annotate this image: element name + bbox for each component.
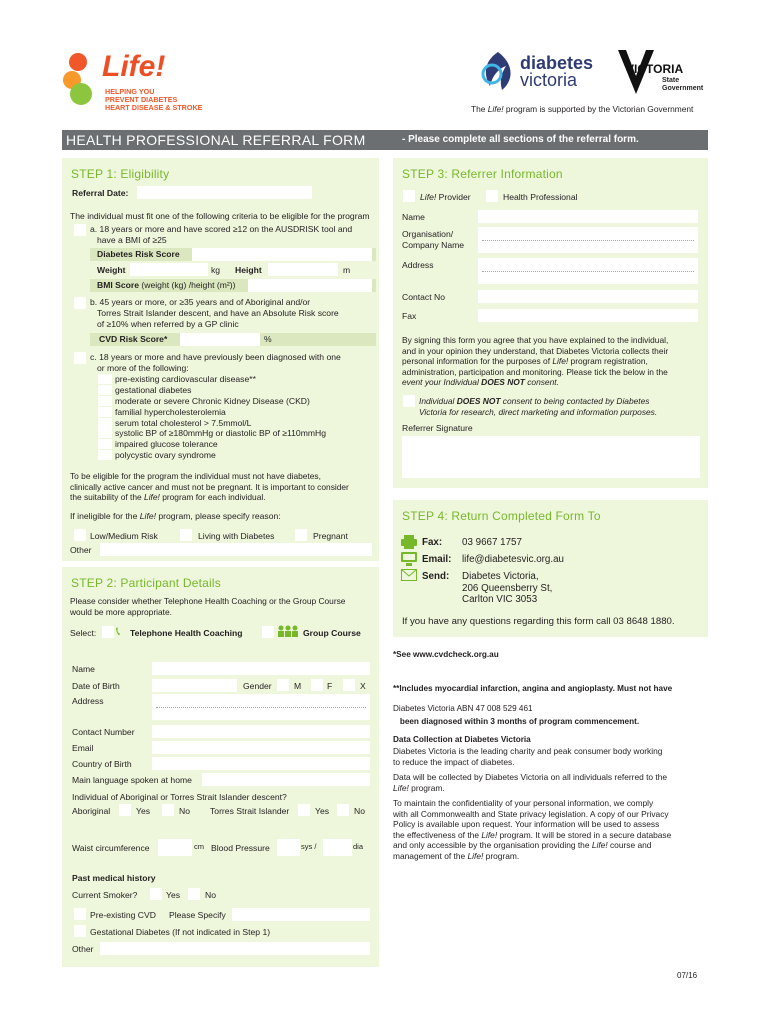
aboriginal-yes-checkbox[interactable] [119, 804, 131, 816]
vic-government: Government [662, 85, 704, 92]
torres-yes-checkbox[interactable] [298, 804, 310, 816]
eligibility-intro: The individual must fit one of the following criteria to be eligible for the program [70, 211, 370, 221]
not-eligible-text: To be eligible for the program the individual must not have diabetes, [70, 471, 321, 481]
condition-item [98, 450, 358, 461]
language-label: Main language spoken at home [72, 775, 192, 785]
fax-return-label: Fax: [422, 537, 443, 548]
support-note: The Life! program is supported by the Victorian Government [471, 104, 694, 114]
life-logo [58, 50, 208, 115]
criteria-b-text: of ≥10% when referred by a GP clinic [97, 319, 239, 329]
criteria-a-text: have a BMI of ≥25 [97, 235, 167, 245]
criteria-a-text: a. 18 years or more and have scored ≥12 on the AUSDRISK tool and [90, 224, 353, 234]
gender-m-label: M [294, 681, 302, 691]
group-course-checkbox[interactable] [262, 626, 274, 638]
dob-field[interactable] [152, 679, 237, 692]
cvdcheck-note: *See www.cvdcheck.org.au [393, 650, 499, 659]
mail-icon [401, 569, 417, 581]
telephone-icon: 📞︎ [116, 624, 121, 638]
condition-checkbox[interactable] [98, 385, 112, 395]
other-reason-field[interactable] [100, 543, 372, 556]
bp-dia-field[interactable] [323, 839, 352, 856]
step2-title: STEP 2: Participant Details [71, 576, 221, 590]
language-field[interactable] [202, 773, 370, 786]
condition-label: serum total cholesterol > 7.5mmol/L [115, 417, 252, 428]
collection-p3: with all Commonwealth and State privacy legislation. A copy of our Privacy [393, 808, 669, 819]
collection-p2: Data will be collected by Diabetes Victoria on all individuals referred to the [393, 772, 668, 782]
condition-label: familial hypercholesterolemia [115, 406, 226, 417]
consent-text: event your Individual DOES NOT consent. [402, 377, 559, 388]
step1-title: STEP 1: Eligibility [71, 167, 170, 181]
gender-label: Gender [243, 681, 272, 691]
smoker-yes-checkbox[interactable] [150, 888, 162, 900]
not-eligible-text: the suitability of the Life! program for each individual. [70, 492, 266, 503]
criteria-c-checkbox[interactable] [74, 352, 86, 364]
collection-p2: Life! program. [393, 782, 445, 793]
condition-checkbox[interactable] [98, 374, 112, 384]
not-eligible-text: clinically active cancer and must not be pregnant. It is important to consider [70, 481, 349, 492]
step2-intro: would be more appropriate. [70, 606, 172, 617]
indigenous-question: Individual of Aboriginal or Torres Strait Islander descent? [72, 792, 287, 802]
vic-state: State [662, 77, 680, 84]
select-label: Select: [70, 628, 97, 638]
telephone-label: Telephone Health Coaching [130, 628, 243, 638]
send-address: Diabetes Victoria, [462, 571, 539, 582]
risk-score-field[interactable] [192, 248, 372, 261]
reason-diabetes-checkbox[interactable] [180, 529, 192, 541]
criteria-a-checkbox[interactable] [74, 224, 86, 236]
referrer-address-label: Address [402, 260, 434, 270]
tagline-line: PREVENT DIABETES [105, 95, 178, 104]
life-logo-wordmark: Life! [102, 50, 166, 83]
smoker-yes-label: Yes [166, 890, 181, 900]
collection-p1: to reduce the impact of diabetes. [393, 756, 515, 767]
condition-item [98, 396, 358, 407]
condition-checkbox[interactable] [98, 396, 112, 406]
reason-diabetes-label: Living with Diabetes [198, 531, 275, 541]
questions-text: If you have any questions regarding this form call 03 8648 1880. [402, 616, 675, 627]
aboriginal-label: Aboriginal [72, 806, 111, 816]
referral-date-label: Referral Date: [72, 188, 129, 198]
collection-p3: management of the Life! program. [393, 850, 520, 861]
victoria-government-logo [618, 50, 708, 96]
victoria-wordmark: victoria [520, 70, 578, 90]
gender-x-label: X [360, 681, 366, 691]
cvd-score-label: CVD Risk Score* [99, 334, 168, 344]
computer-icon [401, 552, 417, 566]
fax-icon [401, 535, 417, 549]
step2-intro: Please consider whether Telephone Health Coaching or the Group Course [70, 596, 346, 606]
torres-yes-label: Yes [315, 806, 330, 816]
fax-field[interactable] [478, 309, 698, 322]
reason-pregnant-label: Pregnant [313, 531, 348, 541]
cm-unit: cm [194, 842, 204, 851]
email-return-address[interactable]: life@diabetesvic.org.au [462, 554, 564, 565]
health-professional-checkbox[interactable] [486, 190, 498, 202]
signature-label: Referrer Signature [402, 423, 473, 433]
reason-low-risk-label: Low/Medium Risk [90, 531, 158, 541]
condition-checkbox[interactable] [98, 418, 112, 428]
history-other-field[interactable] [100, 942, 370, 955]
smoker-label: Current Smoker? [72, 890, 138, 900]
condition-label: systolic BP of ≥180mmHg or diastolic BP of ≥110mmHg [115, 428, 326, 439]
sys-unit: sys / [301, 842, 317, 851]
form-date: 07/16 [677, 971, 698, 980]
email-field[interactable] [152, 741, 370, 754]
bmi-formula: (weight (kg) /height (m²)) [139, 280, 236, 290]
contact-no-label: Contact No [402, 292, 445, 302]
country-label: Country of Birth [72, 759, 132, 769]
signature-field[interactable] [402, 436, 700, 478]
torres-no-label: No [354, 806, 365, 816]
specify-field[interactable] [232, 908, 370, 921]
send-label: Send: [422, 571, 450, 582]
consent-text: and in your opinion they understand, that Diabetes Victoria collects their [402, 345, 669, 356]
condition-checkbox[interactable] [98, 439, 112, 449]
condition-item [98, 418, 358, 429]
participant-name-field[interactable] [152, 662, 370, 675]
step4-title: STEP 4: Return Completed Form To [402, 509, 601, 523]
condition-label: polycystic ovary syndrome [115, 450, 216, 461]
cvd-score-field[interactable] [180, 333, 260, 346]
ineligible-reason-label: If ineligible for the Life! program, please specify reason: [70, 511, 281, 521]
collection-p1: Diabetes Victoria is the leading charity and peak consumer body working [393, 746, 663, 756]
aboriginal-yes-label: Yes [136, 806, 151, 816]
collection-p3: To maintain the confidentiality of your personal information, we comply [393, 798, 654, 808]
life-provider-checkbox[interactable] [403, 190, 415, 202]
m-unit: m [343, 265, 351, 275]
gender-f-checkbox[interactable] [311, 679, 323, 691]
history-title: Past medical history [72, 873, 156, 883]
smoker-no-checkbox[interactable] [188, 888, 200, 900]
cvd-checkbox[interactable] [74, 908, 86, 920]
condition-label: pre-existing cardiovascular disease** [115, 374, 256, 384]
opt-out-text: Individual DOES NOT consent to being contacted by Diabetes [419, 396, 650, 406]
form-subtitle: - Please complete all sections of the referral form. [402, 134, 639, 145]
opt-out-text: Victoria for research, direct marketing and information purposes. [419, 406, 658, 417]
referrer-name-label: Name [402, 212, 425, 222]
organisation-label: Company Name [402, 240, 465, 250]
bp-label: Blood Pressure [211, 843, 270, 853]
torres-no-checkbox[interactable] [337, 804, 349, 816]
consent-text: administration, participation and monitoring. Please tick the below in the [402, 366, 668, 377]
life-provider-label: Life! Provider [420, 192, 471, 202]
fax-return-number: 03 9667 1757 [462, 537, 522, 548]
condition-item [98, 428, 358, 439]
gestational-label: Gestational Diabetes (If not indicated in Step 1) [90, 927, 271, 937]
dia-unit: dia [353, 842, 364, 851]
collection-p3: Policy is available upon request. Your information will be used to assess [393, 819, 660, 830]
percent-unit: % [264, 334, 272, 344]
form-title: HEALTH PROFESSIONAL REFERRAL FORM [66, 132, 366, 148]
collection-p3: and only accessible by the organisation providing the Life! course and [393, 840, 652, 851]
send-address: Carlton VIC 3053 [462, 594, 538, 605]
diabetes-wordmark: diabetes [520, 53, 594, 73]
consent-text: personal information for the purposes of Life! program registration, [402, 356, 648, 367]
reason-low-risk-checkbox[interactable] [74, 529, 86, 541]
cvd-label: Pre-existing CVD [90, 910, 156, 920]
dob-label: Date of Birth [72, 681, 120, 691]
smoker-no-label: No [205, 890, 216, 900]
condition-item [98, 374, 358, 385]
send-address: 206 Queensberry St, [462, 582, 553, 594]
torres-label: Torres Strait Islander [210, 806, 290, 816]
diabetes-victoria-logo [478, 50, 608, 96]
fax-label: Fax [402, 311, 417, 321]
collection-p3: the effectiveness of the Life! program. It will be stored in a secure database [393, 829, 672, 840]
group-course-label: Group Course [303, 628, 361, 638]
step3-title: STEP 3: Referrer Information [402, 167, 563, 181]
abn-text: Diabetes Victoria ABN 47 008 529 461 [393, 704, 533, 713]
criteria-b-checkbox[interactable] [74, 297, 86, 309]
waist-label: Waist circumference [72, 843, 150, 853]
condition-item [98, 407, 358, 418]
condition-label: gestational diabetes [115, 384, 192, 395]
condition-checkbox[interactable] [98, 407, 112, 417]
condition-item [98, 385, 358, 396]
referral-date-field[interactable] [137, 186, 312, 199]
height-field[interactable] [268, 263, 338, 276]
contact-no-field[interactable] [478, 290, 698, 303]
history-other-label: Other [72, 944, 94, 954]
includes-note: **Includes myocardial infarction, angina and angioplasty. Must not have [393, 684, 673, 693]
specify-label: Please Specify [169, 910, 226, 920]
contact-number-label: Contact Number [72, 727, 135, 737]
gender-x-checkbox[interactable] [343, 679, 355, 691]
conditions-list [98, 374, 358, 461]
health-professional-label: Health Professional [503, 192, 578, 202]
tagline-line: HEART DISEASE & STROKE [105, 103, 203, 112]
criteria-b-text: Torres Strait Islander descent, and have an Absolute Risk score [97, 308, 339, 318]
condition-checkbox[interactable] [98, 428, 112, 438]
height-label: Height [235, 265, 262, 275]
risk-score-label: Diabetes Risk Score [97, 249, 180, 259]
criteria-b-text: b. 45 years or more, or ≥35 years and of Aboriginal and/or [90, 297, 311, 307]
email-label: Email [72, 743, 94, 753]
aboriginal-no-checkbox[interactable] [162, 804, 174, 816]
kg-unit: kg [211, 265, 221, 275]
email-return-label: Email: [422, 554, 452, 565]
participant-name-label: Name [72, 664, 95, 674]
collection-title: Data Collection at Diabetes Victoria [393, 735, 531, 744]
includes-note: been diagnosed within 3 months of program commencement. [393, 717, 640, 726]
criteria-c-text: c. 18 years or more and have previously been diagnosed with one [90, 352, 341, 362]
criteria-c-text: or more of the following: [97, 363, 189, 373]
condition-checkbox[interactable] [98, 450, 112, 460]
tagline-line: HELPING YOU [105, 87, 155, 96]
organisation-label: Organisation/ [402, 229, 454, 239]
waist-field[interactable] [158, 839, 192, 856]
gender-m-checkbox[interactable] [277, 679, 289, 691]
address-label: Address [72, 696, 104, 706]
bmi-field[interactable] [248, 279, 372, 292]
condition-label: impaired glucose tolerance [115, 439, 218, 450]
referrer-name-field[interactable] [478, 210, 698, 223]
other-reason-label: Other [70, 545, 92, 555]
gestational-checkbox[interactable] [74, 925, 86, 937]
condition-label: moderate or severe Chronic Kidney Disease (CKD) [115, 395, 310, 406]
aboriginal-no-label: No [179, 806, 190, 816]
contact-number-field[interactable] [152, 725, 370, 738]
reason-pregnant-checkbox[interactable] [295, 529, 307, 541]
country-field[interactable] [152, 757, 370, 770]
form-title-banner [62, 130, 708, 150]
bp-sys-field[interactable] [277, 839, 300, 856]
gender-f-label: F [327, 681, 333, 691]
telephone-checkbox[interactable] [102, 626, 114, 638]
group-icon [276, 624, 300, 637]
weight-field[interactable] [130, 263, 208, 276]
vic-wordmark: VICTORIA [626, 62, 684, 76]
bmi-label: BMI Score [97, 280, 140, 290]
weight-label: Weight [97, 265, 126, 275]
consent-text: By signing this form you agree that you have explained to the individual, [402, 335, 669, 345]
opt-out-checkbox[interactable] [403, 395, 415, 407]
condition-item [98, 439, 358, 450]
